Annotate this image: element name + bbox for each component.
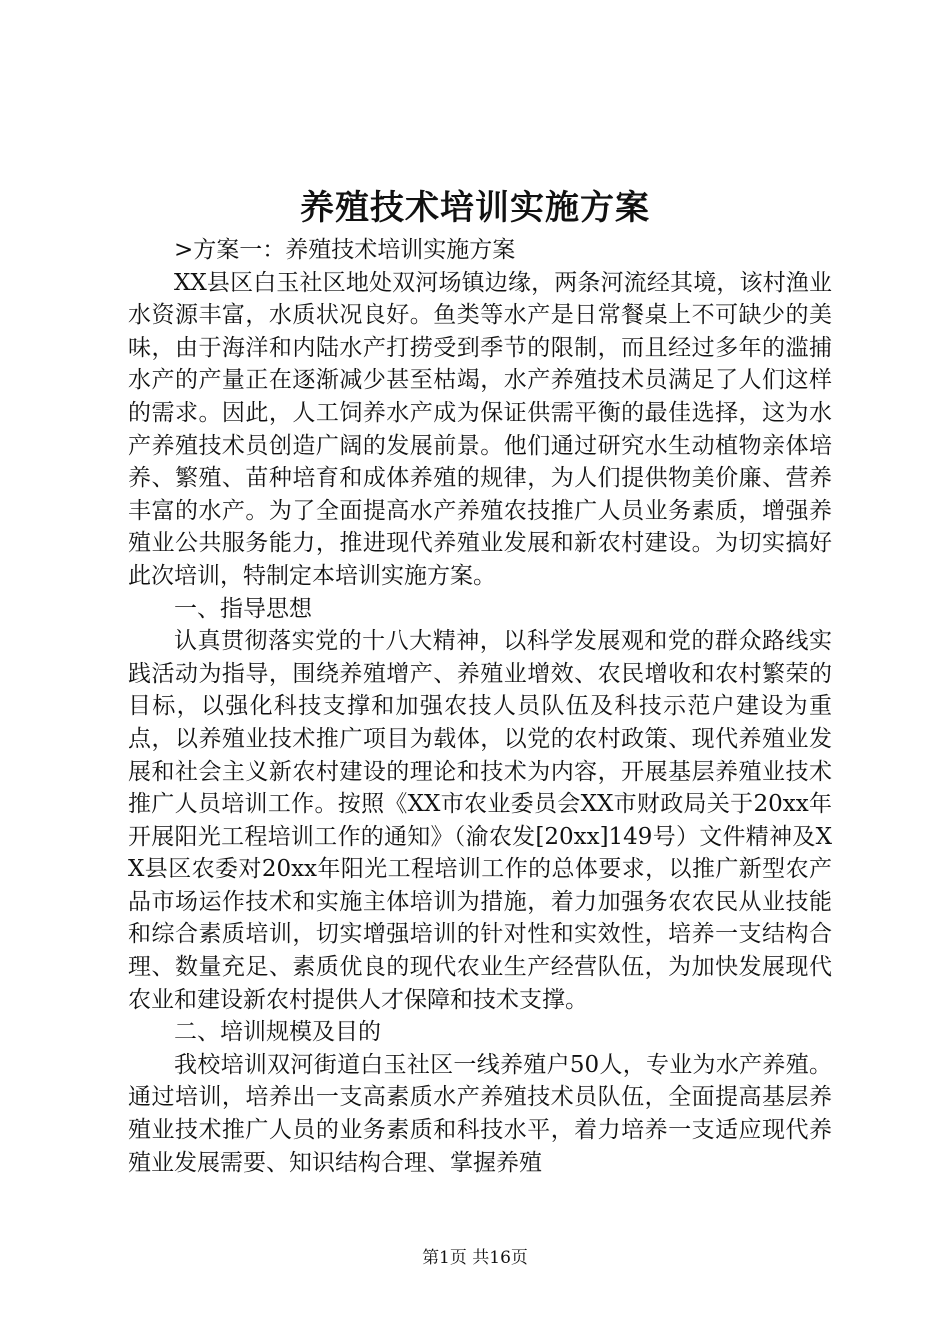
section-intro-line: >方案一：养殖技术培训实施方案 [174,237,516,263]
section-heading-guiding-ideology: 一、指导思想 [174,595,312,622]
paragraph-guiding-ideology: 认真贯彻落实党的十八大精神，以科学发展观和党的群众路线实践活动为指导，围绕养殖增产、养殖业增效、农民增收和农村繁荣的目标，以强化科技支撑和加强农技人员队伍及科技示范户建设为重点，以养殖业技术推广项目为载体，以党的农村政策、现代养殖业发展和社会主义新农村建设的理论和技术为内容，开展基层养殖业技术推广人员培训工作。按照《XX市农业委员会XX市财政局关于20xx年开展阳光工程培训工作的通知》（渝农发[20xx]149号）文件精神及XX县区农委对20xx年阳光工程培训工作的总体要求，以推广新型农产品市场运作技术和实施主体培训为措施，着力加强务农农民从业技能和综合素质培训，切实增强培训的针对性和实效性，培养一支结构合理、数量充足、素质优良的现代农业生产经营队伍，为加快发展现代农业和建设新农村提供人才保障和技术支撑。 [128,628,832,1013]
paragraph-scale-and-purpose: 我校培训双河街道白玉社区一线养殖户50人，专业为水产养殖。通过培训，培养出一支高素质水产养殖技术员队伍，全面提高基层养殖业技术推广人员的业务素质和科技水平，着力培养一支适应现代养殖业发展需要、知识结构合理、掌握养殖 [128,1051,832,1176]
document-title: 养殖技术培训实施方案 [300,188,650,228]
document-body [128,234,832,1179]
paragraph-background: XX县区白玉社区地处双河场镇边缘，两条河流经其境，该村渔业水资源丰富，水质状况良好。鱼类等水产是日常餐桌上不可缺少的美味，由于海洋和内陆水产打捞受到季节的限制，而且经过多年的滥捕水产的产量正在逐渐减少甚至枯竭，水产养殖技术员满足了人们这样的需求。因此，人工饲养水产成为保证供需平衡的最佳选择，这为水产养殖技术员创造广阔的发展前景。他们通过研究水生动植物亲体培养、繁殖、苗种培育和成体养殖的规律，为人们提供物美价廉、营养丰富的水产。为了全面提高水产养殖农技推广人员业务素质，增强养殖业公共服务能力，推进现代养殖业发展和新农村建设。为切实搞好此次培训，特制定本培训实施方案。 [128,269,832,589]
section-heading-scale-and-purpose: 二、培训规模及目的 [174,1019,381,1046]
page-number-footer: 第1页 共16页 [422,1248,528,1268]
